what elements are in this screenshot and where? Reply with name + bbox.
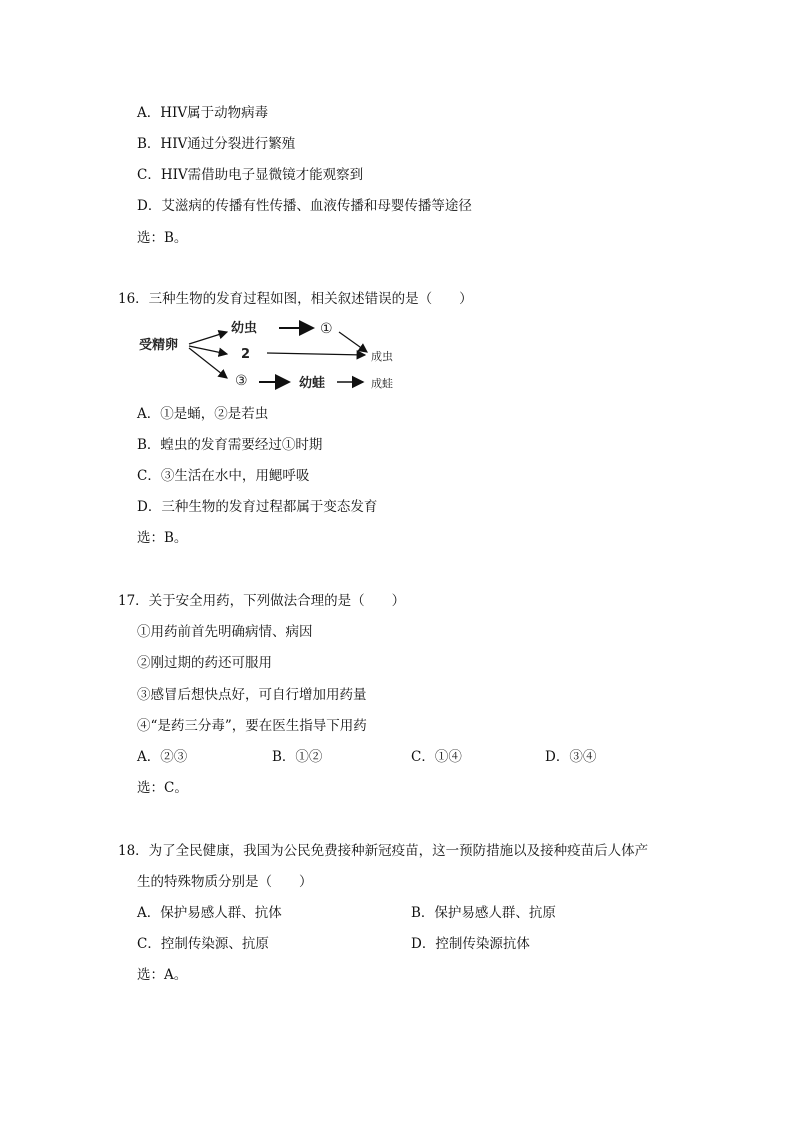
q18-stem-line-2: 生的特殊物质分别是（ ）	[137, 874, 313, 890]
diagram-start-label: 受精卵	[139, 338, 179, 353]
q17-option-d: D．③④	[545, 749, 597, 765]
diagram-circle-3: ③	[235, 373, 248, 389]
q18-option-d: D．控制传染源抗体	[411, 936, 530, 952]
q18-option-a: A．保护易感人群、抗体	[137, 905, 282, 921]
diagram-larva-label: 幼虫	[231, 321, 258, 336]
q18-stem-line-1: 18．为了全民健康，我国为公民免费接种新冠疫苗，这一预防措施以及接种疫苗后人体产	[118, 843, 649, 859]
q17-item-1: ①用药前首先明确病情、病因	[137, 624, 313, 640]
diagram-frog-label: 成蛙	[371, 377, 393, 390]
q18-option-b: B．保护易感人群、抗原	[411, 905, 556, 921]
diagram-label-2: 2	[241, 347, 251, 362]
q15-option-d: D．艾滋病的传播有性传播、血液传播和母婴传播等途径	[137, 198, 472, 214]
diagram-tadpole-label: 幼蛙	[299, 376, 326, 391]
q17-option-b: B．①②	[272, 749, 323, 765]
q16-option-b: B．蝗虫的发育需要经过①时期	[137, 437, 323, 453]
q16-answer: 选：B。	[137, 530, 188, 546]
q16-option-c: C．③生活在水中，用鳃呼吸	[137, 468, 310, 484]
q18-option-c: C．控制传染源、抗原	[137, 936, 269, 952]
q17-answer: 选：C。	[137, 780, 188, 796]
q17-item-2: ②刚过期的药还可服用	[137, 655, 272, 671]
q16-option-a: A．①是蛹，②是若虫	[137, 406, 269, 422]
q17-item-4: ④“是药三分毒”，要在医生指导下用药	[137, 718, 367, 734]
q15-answer: 选：B。	[137, 230, 188, 246]
q15-option-a: A．HIV属于动物病毒	[137, 105, 269, 121]
arrow-2-to-adult	[267, 353, 365, 355]
q16-option-d: D．三种生物的发育过程都属于变态发育	[137, 499, 378, 515]
q15-option-b: B．HIV通过分裂进行繁殖	[137, 136, 296, 152]
q17-stem: 17．关于安全用药，下列做法合理的是（ ）	[118, 593, 406, 609]
q15-option-c: C．HIV需借助电子显微镜才能观察到	[137, 167, 364, 183]
q17-item-3: ③感冒后想快点好，可自行增加用药量	[137, 687, 367, 703]
arrow-to-larva	[189, 332, 227, 344]
arrow-1-to-adult	[339, 332, 367, 352]
q17-option-c: C．①④	[411, 749, 462, 765]
q16-stem: 16．三种生物的发育过程如图，相关叙述错误的是（ ）	[118, 291, 473, 307]
diagram-adult-label: 成虫	[371, 350, 393, 363]
diagram-circle-1: ①	[320, 321, 333, 337]
q18-answer: 选：A。	[137, 967, 188, 983]
q17-option-a: A．②③	[137, 749, 188, 765]
development-diagram	[137, 318, 407, 398]
